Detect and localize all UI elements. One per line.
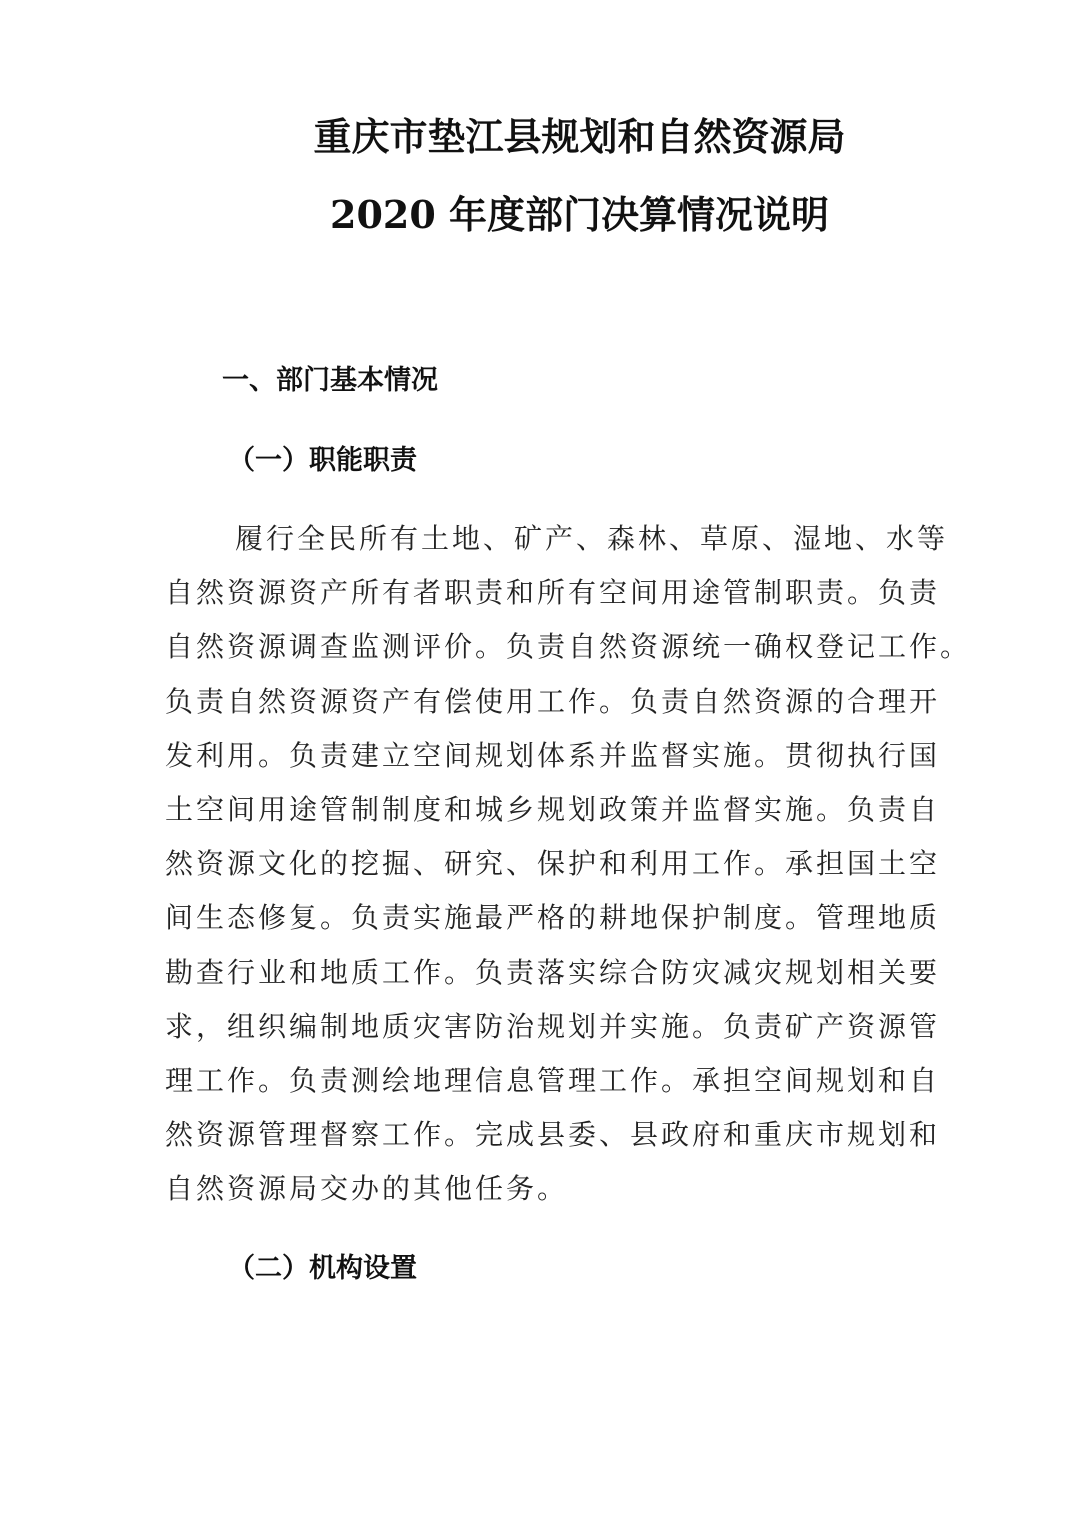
paragraph-line: 负责自然资源资产有偿使用工作。负责自然资源的合理开: [165, 684, 941, 718]
section-heading-basic-info: 一、部门基本情况: [222, 365, 438, 396]
paragraph-line: 发利用。负责建立空间规划体系并监督实施。贯彻执行国: [165, 738, 941, 772]
functions-paragraph: [165, 517, 972, 1221]
paragraph-line: 间生态修复。负责实施最严格的耕地保护制度。管理地质: [165, 901, 941, 935]
document-title-line2: 2020 年度部门决算情况说明: [330, 192, 829, 237]
paragraph-line: 勘查行业和地质工作。负责落实综合防灾减灾规划相关要: [165, 955, 941, 989]
paragraph-line: 自然资源资产所有者职责和所有空间用途管制职责。负责: [165, 576, 941, 610]
document-title-line1: 重庆市垫江县规划和自然资源局: [313, 114, 846, 159]
paragraph-line: 履行全民所有土地、矿产、森林、草原、湿地、水等: [235, 522, 949, 555]
paragraph-line: 求，组织编制地质灾害防治规划并实施。负责矿产资源管: [165, 1009, 941, 1043]
subsection-heading-functions: （一）职能职责: [228, 445, 417, 476]
paragraph-line: 然资源管理督察工作。完成县委、县政府和重庆市规划和: [165, 1118, 941, 1152]
paragraph-line: 自然资源调查监测评价。负责自然资源统一确权登记工作。: [165, 630, 972, 664]
paragraph-line: 然资源文化的挖掘、研究、保护和利用工作。承担国土空: [165, 847, 941, 881]
subsection-heading-organization: （二）机构设置: [228, 1253, 417, 1284]
paragraph-line: 自然资源局交办的其他任务。: [165, 1172, 569, 1206]
paragraph-line: 土空间用途管制制度和城乡规划政策并监督实施。负责自: [165, 792, 941, 826]
paragraph-line: 理工作。负责测绘地理信息管理工作。承担空间规划和自: [165, 1063, 941, 1097]
